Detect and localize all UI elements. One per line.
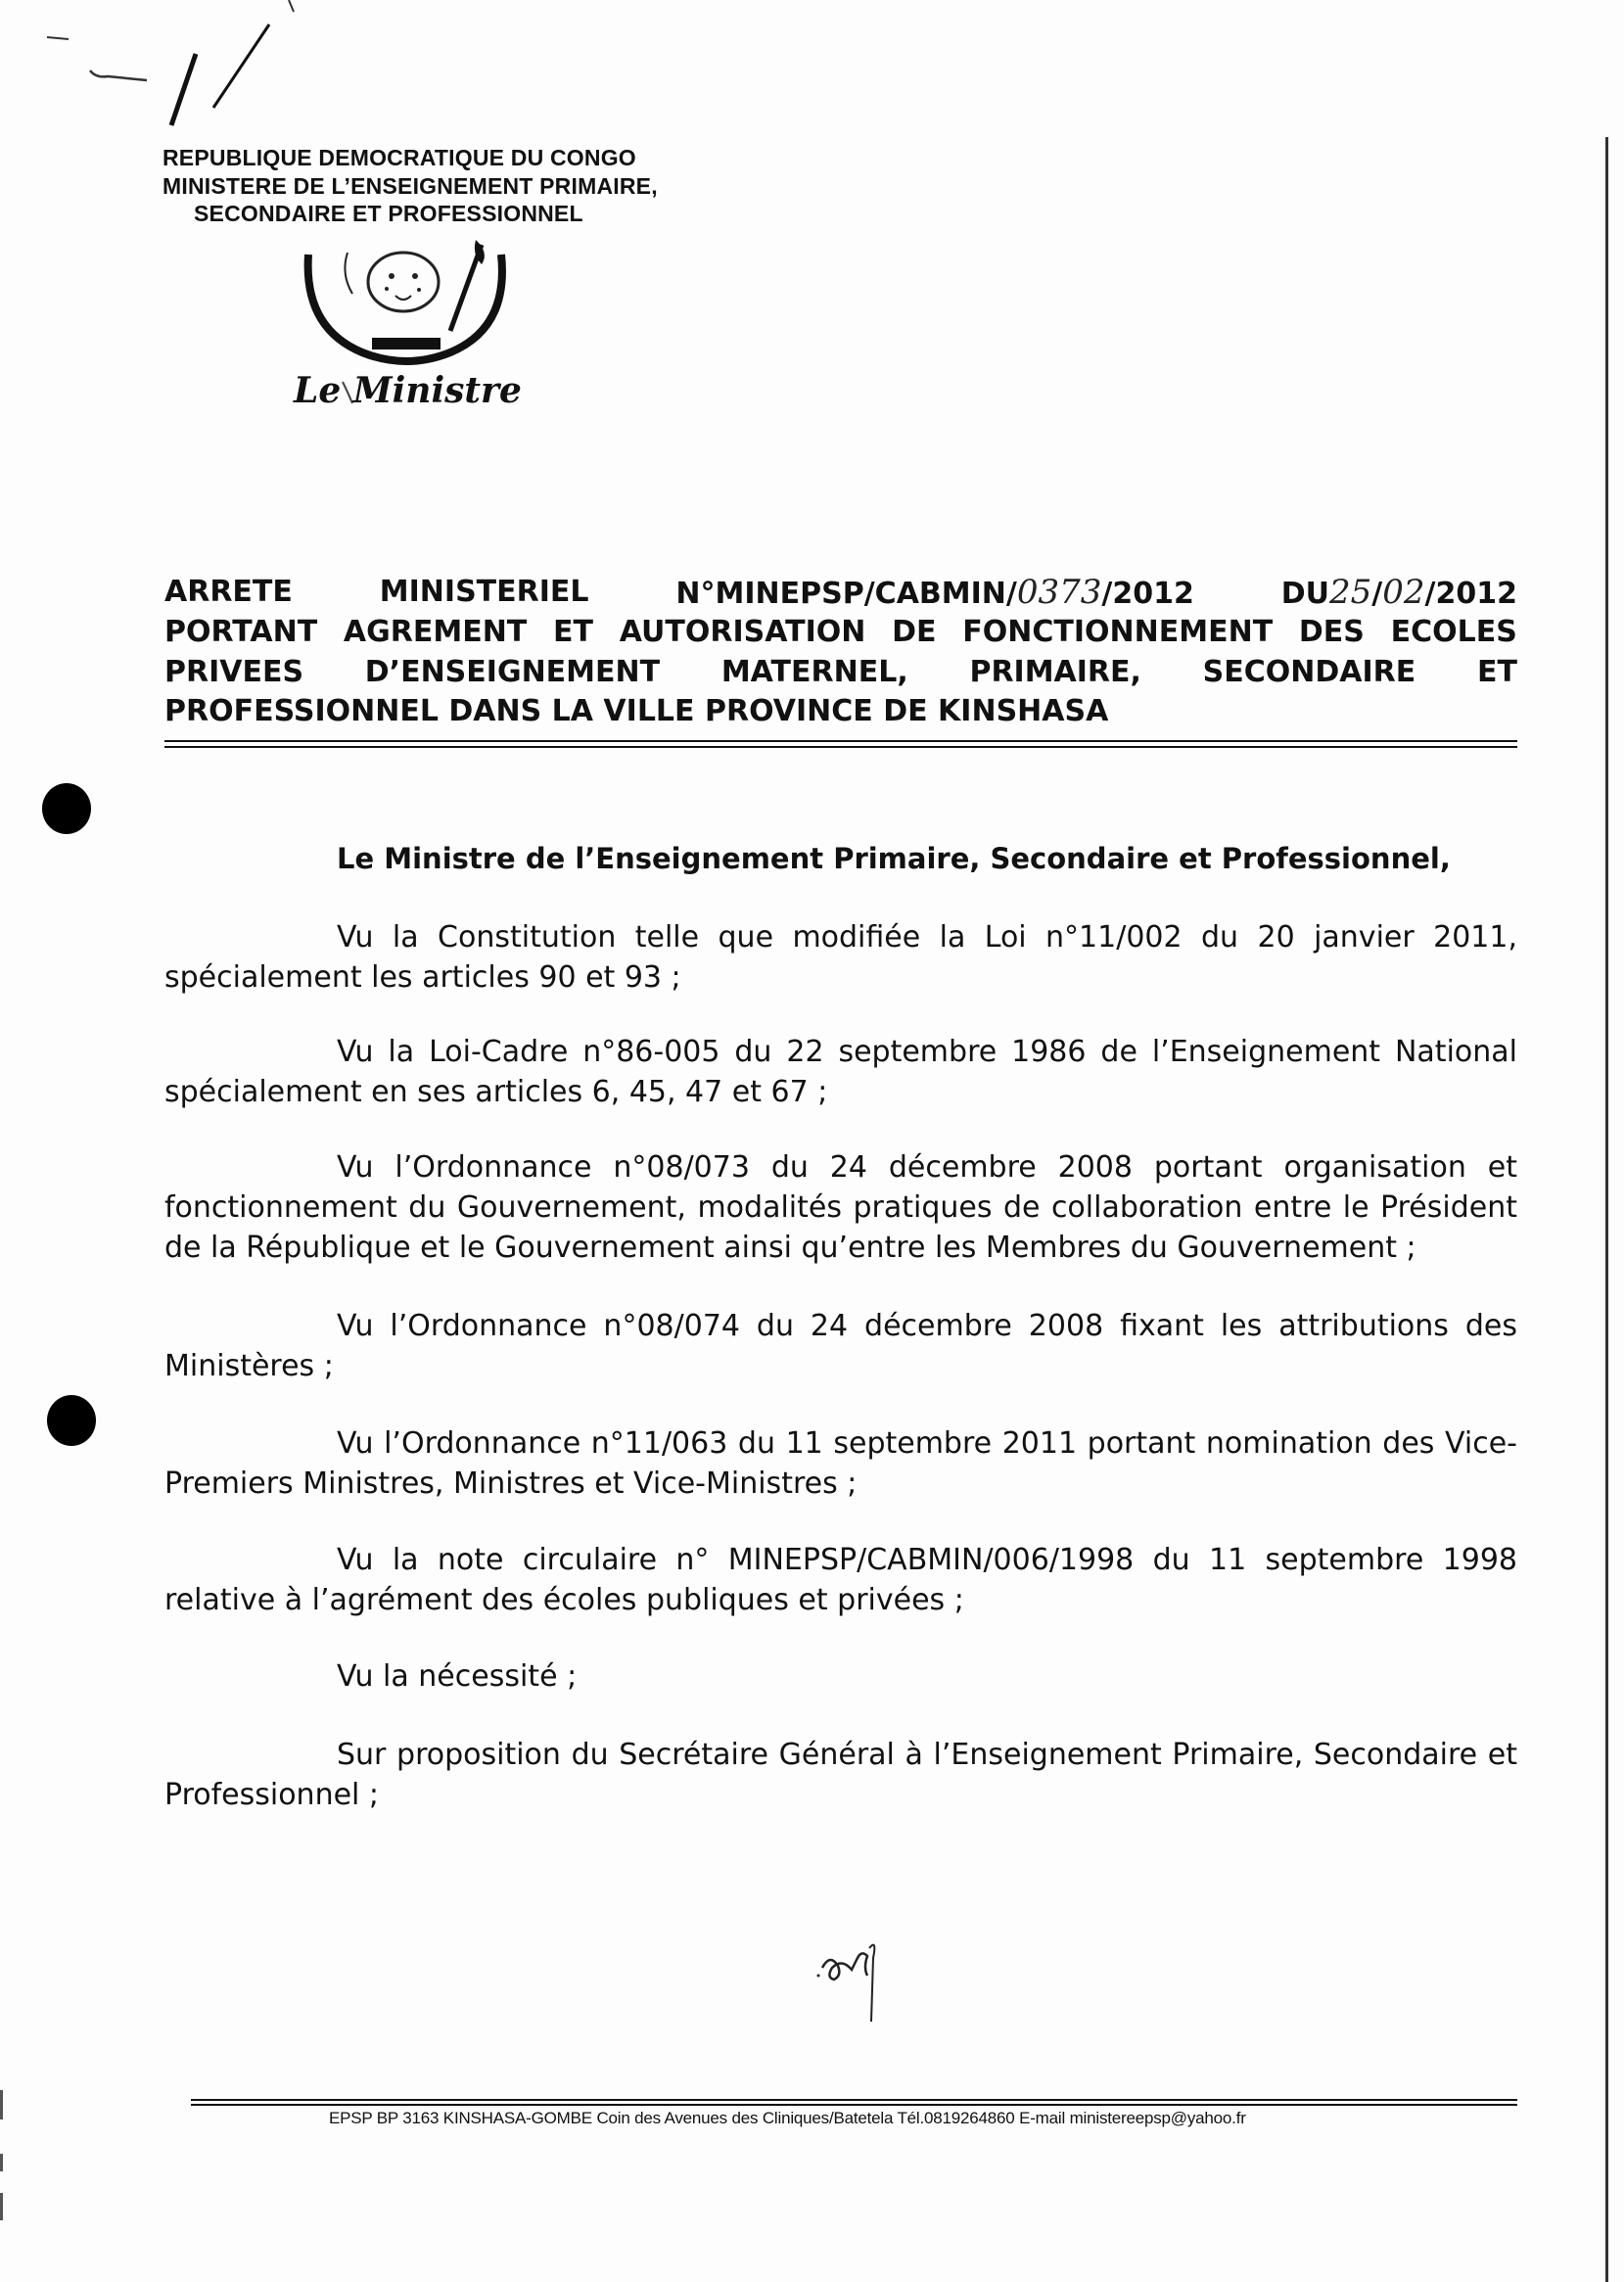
binder-hole [42,783,91,834]
binder-hole [47,1395,96,1446]
decree-prefix: N°MINEPSP/CABMIN/ [675,577,1017,611]
preamble-heading: Le Ministre de l’Enseignement Primaire, Secondaire et Professionnel, [337,842,1451,875]
preamble-paragraph [164,1147,1517,1268]
title-word: DE [892,615,937,649]
decree-title-line-4: PROFESSIONNEL DANS LA VILLE PROVINCE DE KINSHASA [164,694,1109,728]
handwritten-initials [812,1929,910,2026]
paragraph-text: Vu la Loi-Cadre n°86-005 du 22 septembre 1986 de l’Enseignement National spécialement en ses articles 6, 45, 47 et 67 ; [164,1035,1517,1109]
preamble-paragraph [164,1423,1517,1504]
paragraph-text: Vu la note circulaire n° MINEPSP/CABMIN/006/1998 du 11 septembre 1998 relative à l’agrément des écoles publiques et privées ; [164,1543,1517,1617]
paragraph-text: Vu l’Ordonnance n°11/063 du 11 septembre 2011 portant nomination des Vice-Premiers Ministres, Ministres et Vice-Ministres ; [164,1426,1517,1501]
title-word: PORTANT [164,615,318,649]
scan-edge-mark [0,2154,3,2171]
title-word: PRIMAIRE, [969,655,1141,689]
paragraph-text: Vu l’Ordonnance n°08/074 du 24 décembre 2008 fixant les attributions des Ministères ; [164,1309,1517,1383]
preamble-paragraph [337,1656,577,1697]
decree-date: DU25/02/2012 [1280,573,1517,612]
paragraph-text: Vu l’Ordonnance n°08/073 du 24 décembre 2008 portant organisation et fonctionnement du Gouvernement, modalités pratiques de collaboration entre le Président de la République et le Gouvernement ainsi qu’entre les Membres du Gouvernement ; [164,1150,1517,1265]
title-word: PRIVEES [164,655,304,689]
scan-edge-mark [0,2193,3,2220]
handwritten-day: 25 [1329,573,1372,612]
preamble-paragraph [164,1306,1517,1386]
paragraph-text: Sur proposition du Secrétaire Général à l’Enseignement Primaire, Secondaire et Professionnel ; [164,1738,1517,1812]
footer-address: EPSP BP 3163 KINSHASA-GOMBE Coin des Avenues des Cliniques/Batetela Tél.0819264860 E-mail ministereepsp@yahoo.fr [329,2109,1246,2127]
handwritten-mark [39,0,323,147]
decree-title-line-1 [164,573,1517,614]
title-word: AGREMENT [343,615,528,649]
footer-divider [191,2104,1517,2106]
title-word: MATERNEL, [720,655,908,689]
paragraph-text: Vu la Constitution telle que modifiée la Loi n°11/002 du 20 janvier 2011, spécialement les articles 90 et 93 ; [164,920,1517,995]
date-year: 2012 [1435,577,1517,611]
title-word: DES [1298,615,1365,649]
scan-edge-line [1605,137,1608,2282]
preamble-paragraph [164,1540,1517,1620]
preamble-paragraph [164,1032,1517,1112]
date-prefix: DU [1280,577,1330,611]
header-country: REPUBLIQUE DEMOCRATIQUE DU CONGO [162,145,636,170]
title-word: ET [553,615,593,649]
header-ministry-cont: SECONDAIRE ET PROFESSIONNEL [194,201,583,226]
decree-year: /2012 [1101,577,1194,611]
signature-title: Le Ministre [294,370,522,411]
decree-title-line-2 [164,613,1517,652]
handwritten-month: 02 [1382,573,1425,612]
title-word: D’ENSEIGNEMENT [364,655,661,689]
footer-divider [191,2099,1517,2101]
preamble-paragraph [164,917,1517,998]
paragraph-text: Vu la nécessité ; [337,1659,578,1694]
title-word: FONCTIONNEMENT [962,615,1274,649]
preamble-paragraph [164,1735,1517,1815]
title-word: ET [1476,655,1517,689]
title-word: SECONDAIRE [1202,655,1416,689]
title-word: AUTORISATION [619,615,866,649]
title-word: ECOLES [1390,615,1517,649]
scan-edge-mark [0,2090,3,2119]
header-ministry: MINISTERE DE L’ENSEIGNEMENT PRIMAIRE, [162,173,658,199]
handwritten-number: 0373 [1016,573,1102,612]
title-word: ARRETE [164,575,293,609]
decree-number [675,573,1193,614]
title-divider [164,746,1517,748]
title-divider [164,740,1517,742]
title-word: MINISTERIEL [379,575,589,609]
decree-title-line-3 [164,653,1517,692]
